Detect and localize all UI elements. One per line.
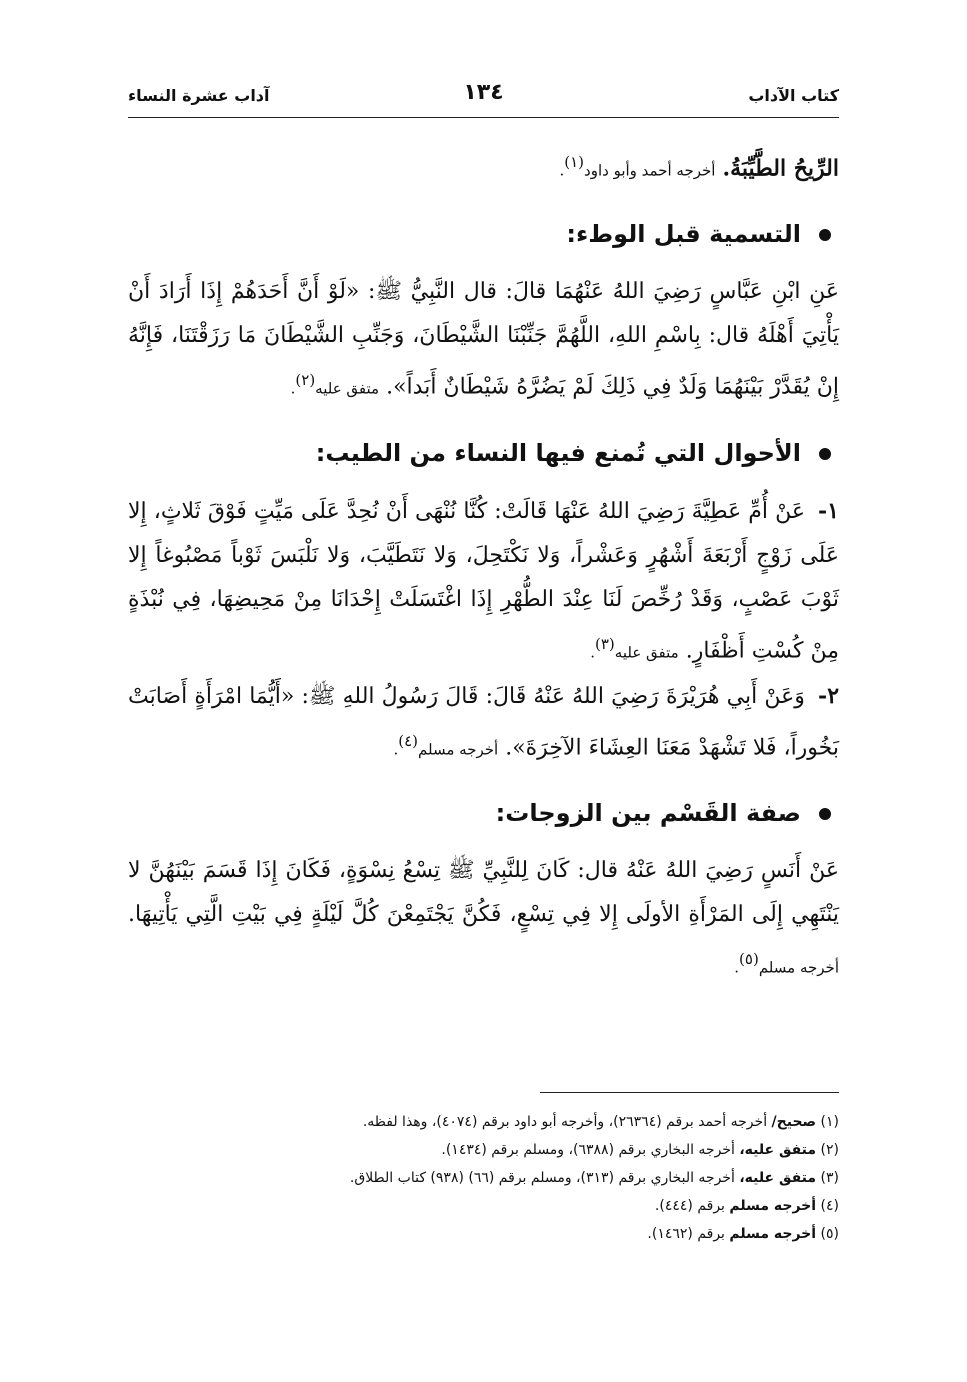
footnote: (٥) أخرجه مسلم برقم (١٤٦٢). xyxy=(647,1226,839,1242)
intro-paragraph: الرِّيحُ الطَّيِّبَةُ. أخرجه أحمد وأبو داود$^{(١)}$. xyxy=(559,153,839,182)
footnote: (١) صحيح/ أخرجه أحمد برقم (٢٦٣٦٤)، وأخرجه أبو داود برقم (٤٠٧٤)، وهذا لفظه. xyxy=(362,1114,839,1130)
list-item: ٢- وَعَنْ أَبِي هُرَيْرَةَ رَضِيَ اللهُ عَنْهُ قَالَ: قَالَ رَسُولُ اللهِ ﷺ: «أَيُّمَا امْرَأَةٍ أَصَابَتْ بَخُوراً، فَلا تَشْهَدْ مَعَنَا العِشَاءَ الآخِرَةَ». أخرجه مسلم$^{(٤)}$. xyxy=(128,682,840,761)
hadith-text: عَنْ أَنَسٍ رَضِيَ اللهُ عَنْهُ قال: كَانَ لِلنَّبِيِّ ﷺ تِسْعُ نِسْوَةٍ، فَكَانَ إِذَا قَسَمَ بَيْنَهُنَّ لا يَنْتَهِي إِلَى المَرْأَةِ الأولَى إِلا فِي تِسْعٍ، فَكُنَّ يَجْتَمِعْنَ كُلَّ لَيْلَةٍ فِي بَيْتِ الَّتِي يَأْتِيهَا. xyxy=(128,858,839,928)
hadith-text: وَعَنْ أَبِي هُرَيْرَةَ رَضِيَ اللهُ عَنْهُ قَالَ: قَالَ رَسُولُ اللهِ ﷺ: «أَيُّمَا امْرَأَةٍ أَصَابَتْ بَخُوراً، فَلا تَشْهَدْ مَعَنَا العِشَاءَ الآخِرَةَ». xyxy=(128,683,839,761)
item-number: ١- xyxy=(818,497,839,524)
chapter-title: آداب عشرة النساء xyxy=(128,86,270,105)
footnote: (٤) أخرجه مسلم برقم (٤٤٤). xyxy=(654,1198,839,1214)
hadith-source: أخرجه مسلم xyxy=(758,958,839,977)
footnotes xyxy=(128,1108,839,1248)
header-divider xyxy=(128,117,839,118)
footnote-ref: (٣) xyxy=(595,634,615,653)
book-title: كتاب الآداب xyxy=(748,86,839,105)
footnote-ref: (١) xyxy=(564,153,585,171)
footnote-ref: (٥) xyxy=(739,950,759,969)
section-heading: صفة القَسْم بين الزوجات: xyxy=(128,793,839,833)
intro-text: الرِّيحُ الطَّيِّبَةُ. xyxy=(722,155,839,182)
main-content xyxy=(128,140,839,990)
bullet-icon xyxy=(819,229,831,241)
list-item: ١- عَنْ أُمِّ عَطِيَّةَ رَضِيَ اللهُ عَنْهَا قَالَتْ: كُنَّا نُنْهَى أَنْ نُحِدَّ عَلَى مَيِّتٍ فَوْقَ ثَلاثٍ، إِلا عَلَى زَوْجٍ أَرْبَعَةَ أَشْهُرٍ وَعَشْراً، وَلا نَكْتَحِلَ، وَلا نَتَطَيَّبَ، وَلا نَلْبَسَ ثَوْباً مَصْبُوغاً إِلا ثَوْبَ عَصْبٍ، وَقَدْ رُخِّصَ لَنَا عِنْدَ الطُّهْرِ إِذَا اغْتَسَلَتْ إِحْدَانَا مِنْ مَحِيضِهَا، فِي نُبْذَةٍ مِنْ كُسْتِ أَظْفَارٍ. متفق عليه$^{(٣)}$. xyxy=(128,497,839,663)
item-number: ٢- xyxy=(818,682,840,709)
running-header xyxy=(128,82,839,114)
footnote-divider xyxy=(540,1092,839,1093)
section-heading: التسمية قبل الوطء: xyxy=(128,214,839,254)
footnote-ref: (٢) xyxy=(295,371,316,390)
footnote-ref: (٤) xyxy=(398,731,419,750)
hadith-paragraph: عَنِ ابْنِ عَبَّاسٍ رَضِيَ اللهُ عَنْهُمَا قالَ: قال النَّبِيُّ ﷺ: «لَوْ أَنَّ أَحَدَهُمْ إِذَا أَرَادَ أَنْ يَأْتِيَ أَهْلَهُ قال: بِاسْمِ اللهِ، اللَّهُمَّ جَنِّبْنَا الشَّيْطَانَ، وَجَنِّبِ الشَّيْطَانَ مَا رَزَقْتَنَا، فَإِنَّهُ إِنْ يُقَدَّرْ بَيْنَهُمَا وَلَدٌ فِي ذَلِكَ لَمْ يَضُرَّهُ شَيْطَانٌ أَبَداً». متفق عليه$^{(٢)}$. xyxy=(128,279,839,400)
page-number: ١٣٤ xyxy=(463,80,504,105)
hadith-source: متفق عليه xyxy=(614,642,679,661)
hadith-source: أخرجه مسلم xyxy=(418,740,499,759)
hadith-text: عَنْ أُمِّ عَطِيَّةَ رَضِيَ اللهُ عَنْهَا قَالَتْ: كُنَّا نُنْهَى أَنْ نُحِدَّ عَلَى مَيِّتٍ فَوْقَ ثَلاثٍ، إِلا عَلَى زَوْجٍ أَرْبَعَةَ أَشْهُرٍ وَعَشْراً، وَلا نَكْتَحِلَ، وَلا نَتَطَيَّبَ، وَلا نَلْبَسَ ثَوْباً مَصْبُوغاً إِلا ثَوْبَ عَصْبٍ، وَقَدْ رُخِّصَ لَنَا عِنْدَ الطُّهْرِ إِذَا اغْتَسَلَتْ إِحْدَانَا مِنْ مَحِيضِهَا، فِي نُبْذَةٍ مِنْ كُسْتِ أَظْفَارٍ. xyxy=(128,498,839,663)
hadith-source: متفق عليه xyxy=(315,379,380,398)
footnote: (٣) متفق عليه، أخرجه البخاري برقم (٣١٣)، ومسلم برقم (٦٦) (٩٣٨) كتاب الطلاق. xyxy=(349,1170,839,1186)
section-heading: الأحوال التي تُمنع فيها النساء من الطيب: xyxy=(128,433,839,473)
bullet-icon xyxy=(819,448,831,460)
bullet-icon xyxy=(819,808,831,820)
footnote: (٢) متفق عليه، أخرجه البخاري برقم (٦٣٨٨)، ومسلم برقم (١٤٣٤). xyxy=(441,1142,839,1158)
hadith-paragraph: عَنْ أَنَسٍ رَضِيَ اللهُ عَنْهُ قال: كَانَ لِلنَّبِيِّ ﷺ تِسْعُ نِسْوَةٍ، فَكَانَ إِذَا قَسَمَ بَيْنَهُنَّ لا يَنْتَهِي إِلَى المَرْأَةِ الأولَى إِلا فِي تِسْعٍ، فَكُنَّ يَجْتَمِعْنَ كُلَّ لَيْلَةٍ فِي بَيْتِ الَّتِي يَأْتِيهَا. أخرجه مسلم$^{(٥)}$. xyxy=(128,858,839,977)
hadith-text: عَنِ ابْنِ عَبَّاسٍ رَضِيَ اللهُ عَنْهُمَا قالَ: قال النَّبِيُّ ﷺ: «لَوْ أَنَّ أَحَدَهُمْ إِذَا أَرَادَ أَنْ يَأْتِيَ أَهْلَهُ قال: بِاسْمِ اللهِ، اللَّهُمَّ جَنِّبْنَا الشَّيْطَانَ، وَجَنِّبِ الشَّيْطَانَ مَا رَزَقْتَنَا، فَإِنَّهُ إِنْ يُقَدَّرْ بَيْنَهُمَا وَلَدٌ فِي ذَلِكَ لَمْ يَضُرَّهُ شَيْطَانٌ أَبَداً». xyxy=(128,279,839,400)
intro-note: أخرجه أحمد وأبو داود xyxy=(584,161,716,180)
